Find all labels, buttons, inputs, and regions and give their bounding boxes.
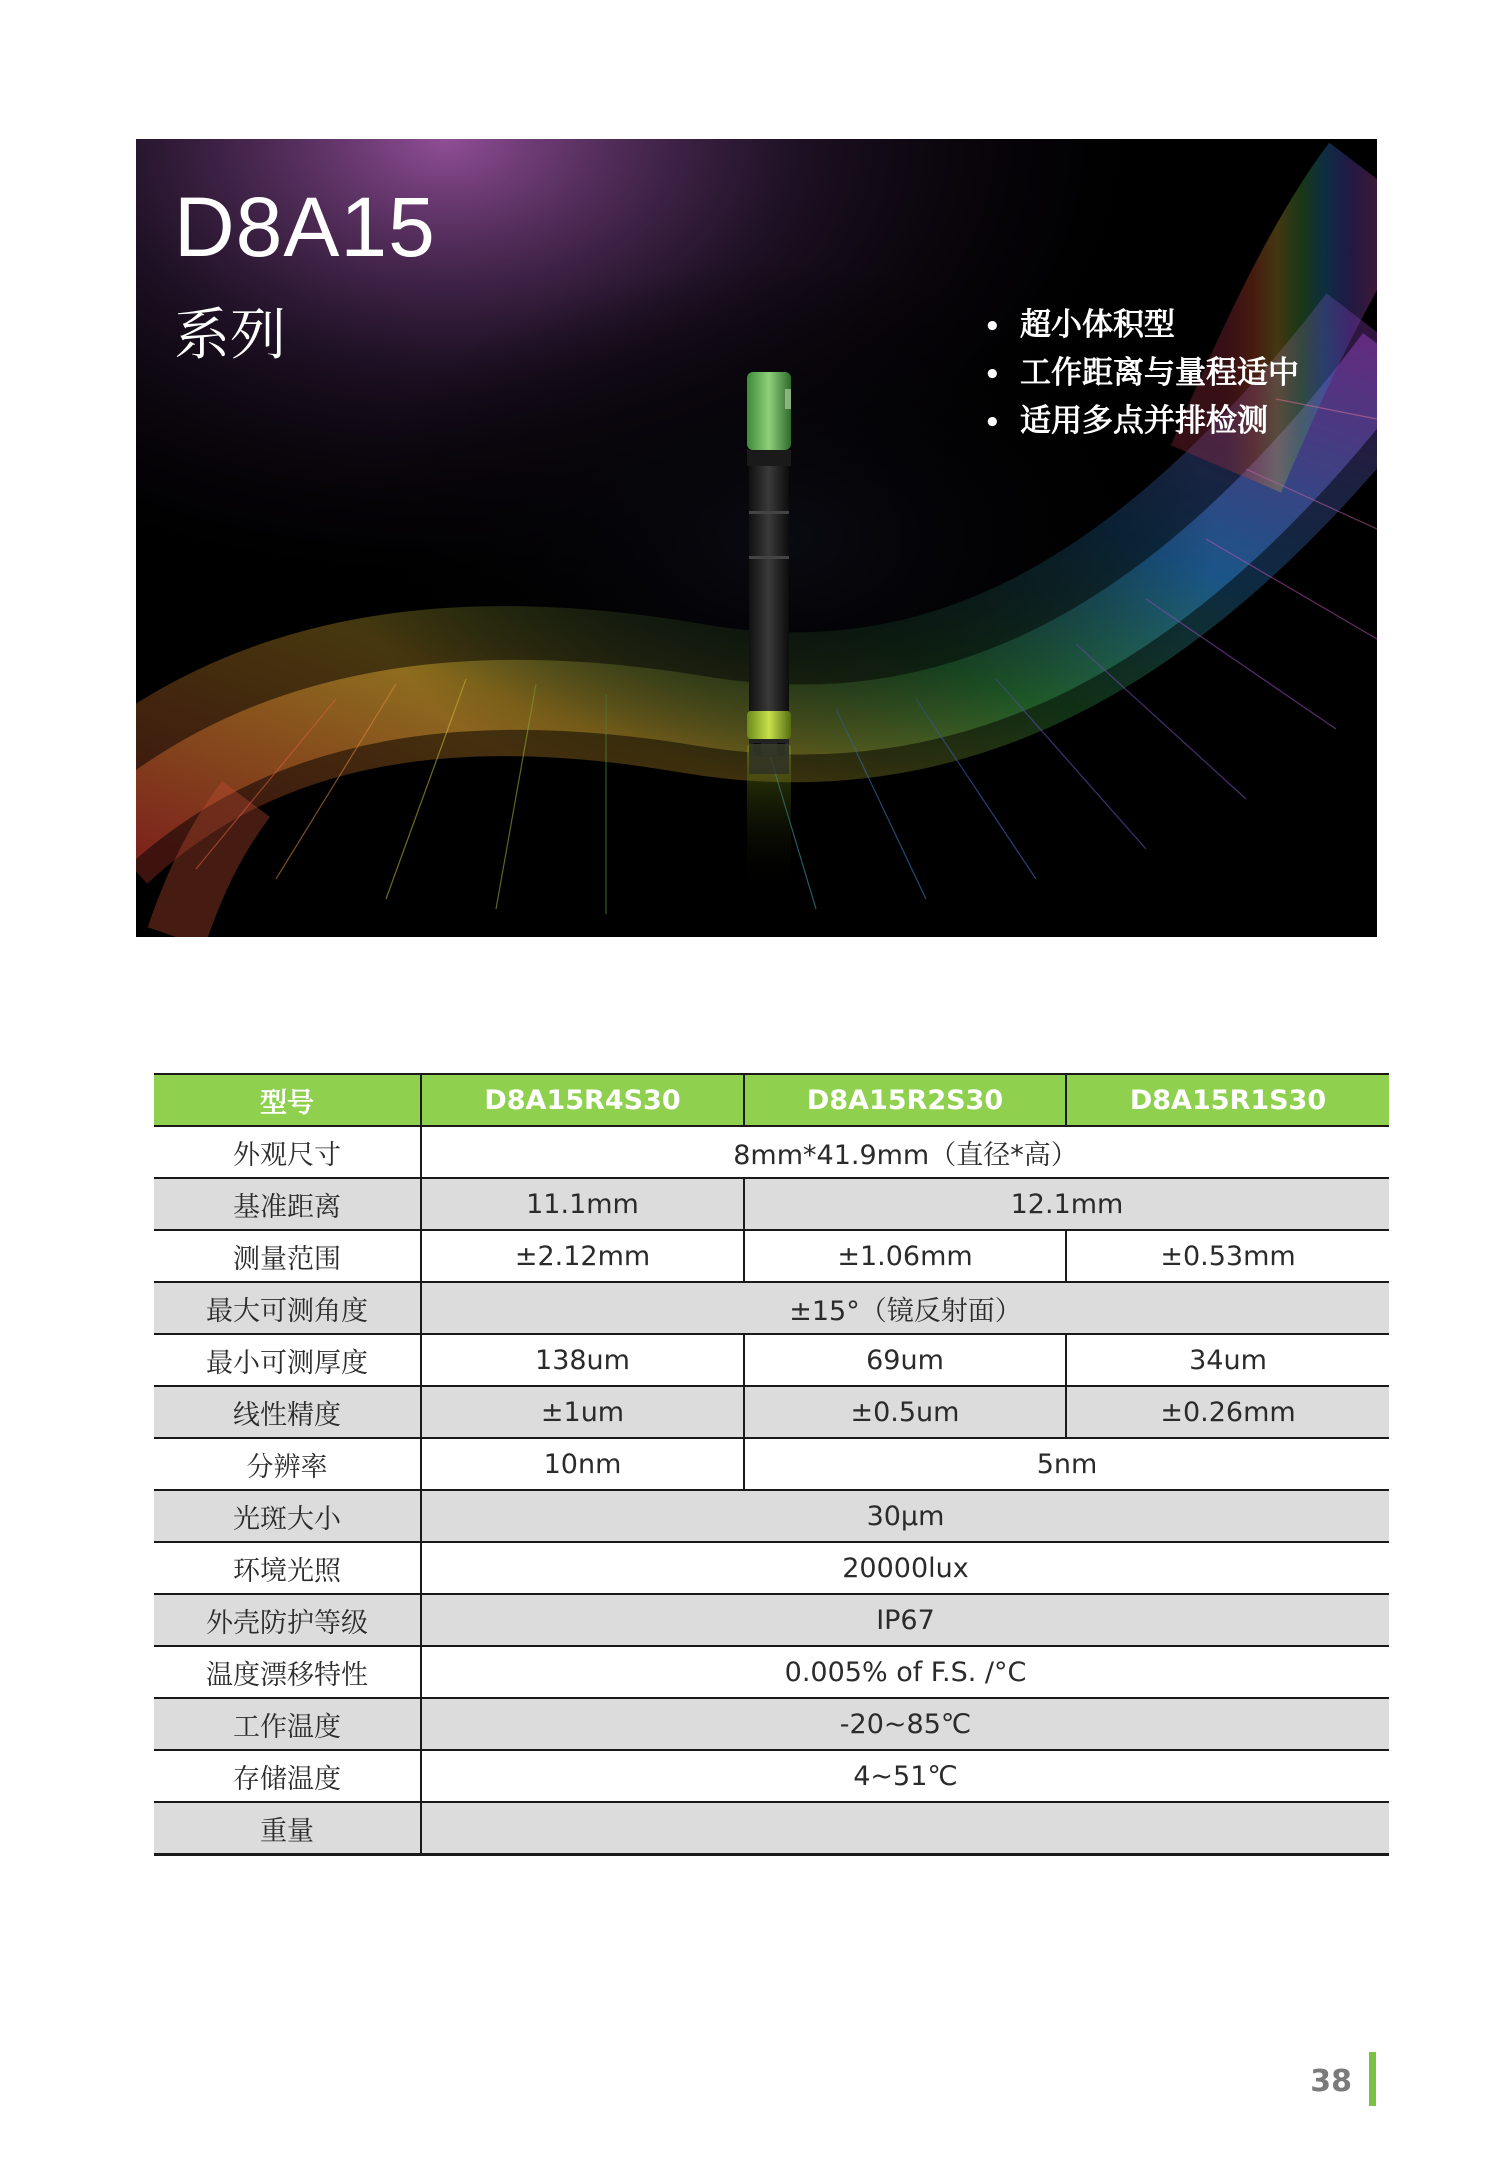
row-label: 线性精度 — [154, 1386, 421, 1438]
cell-value: 0.005% of F.S. /°C — [421, 1646, 1389, 1698]
feature-item — [984, 301, 1299, 349]
table-row — [154, 1386, 1389, 1438]
spec-table — [154, 1073, 1389, 1856]
header-model-label: 型号 — [154, 1074, 421, 1126]
cell-value: 69um — [744, 1334, 1066, 1386]
series-subtitle: 系列 — [174, 303, 286, 368]
cell-value: 5nm — [744, 1438, 1389, 1490]
cell-value: ±15°（镜反射面） — [421, 1282, 1389, 1334]
cell-value: -20~85℃ — [421, 1698, 1389, 1750]
table-row — [154, 1490, 1389, 1542]
table-row — [154, 1542, 1389, 1594]
cell-value: 8mm*41.9mm（直径*高） — [421, 1126, 1389, 1178]
bullet-icon: • — [984, 312, 1001, 342]
cell-value: ±1.06mm — [744, 1230, 1066, 1282]
row-label: 工作温度 — [154, 1698, 421, 1750]
cell-value: ±1um — [421, 1386, 744, 1438]
row-label: 测量范围 — [154, 1230, 421, 1282]
table-row — [154, 1230, 1389, 1282]
header-model-r2s30: D8A15R2S30 — [744, 1074, 1066, 1126]
table-row — [154, 1698, 1389, 1750]
cell-value: ±0.53mm — [1066, 1230, 1389, 1282]
cell-value: 138um — [421, 1334, 744, 1386]
table-header-row — [154, 1074, 1389, 1126]
feature-text: 工作距离与量程适中 — [1020, 355, 1299, 391]
row-label: 光斑大小 — [154, 1490, 421, 1542]
row-label: 重量 — [154, 1802, 421, 1855]
row-label: 外观尺寸 — [154, 1126, 421, 1178]
row-label: 基准距离 — [154, 1178, 421, 1230]
cell-value: ±2.12mm — [421, 1230, 744, 1282]
table-row — [154, 1802, 1389, 1855]
table-row — [154, 1750, 1389, 1802]
table-row — [154, 1334, 1389, 1386]
cell-value: 4~51℃ — [421, 1750, 1389, 1802]
feature-item — [984, 397, 1299, 445]
series-title: D8A15 — [174, 180, 436, 274]
hero-banner — [136, 139, 1377, 937]
cell-value — [421, 1802, 1389, 1855]
cell-value: IP67 — [421, 1594, 1389, 1646]
header-model-r4s30: D8A15R4S30 — [421, 1074, 744, 1126]
row-label: 存储温度 — [154, 1750, 421, 1802]
row-label: 最小可测厚度 — [154, 1334, 421, 1386]
cell-value: 34um — [1066, 1334, 1389, 1386]
table-row — [154, 1594, 1389, 1646]
feature-item — [984, 349, 1299, 397]
row-label: 温度漂移特性 — [154, 1646, 421, 1698]
table-row — [154, 1126, 1389, 1178]
cell-value: 12.1mm — [744, 1178, 1389, 1230]
row-label: 外壳防护等级 — [154, 1594, 421, 1646]
page-number-accent-bar — [1369, 2052, 1376, 2106]
feature-text: 适用多点并排检测 — [1020, 403, 1268, 439]
cell-value: ±0.26mm — [1066, 1386, 1389, 1438]
feature-list — [984, 301, 1299, 445]
cell-value: ±0.5um — [744, 1386, 1066, 1438]
bullet-icon: • — [984, 408, 1001, 438]
row-label: 环境光照 — [154, 1542, 421, 1594]
cell-value: 20000lux — [421, 1542, 1389, 1594]
table-row — [154, 1646, 1389, 1698]
header-model-r1s30: D8A15R1S30 — [1066, 1074, 1389, 1126]
row-label: 分辨率 — [154, 1438, 421, 1490]
sensor-product-image — [747, 372, 791, 894]
table-row — [154, 1282, 1389, 1334]
table-row — [154, 1178, 1389, 1230]
table-row — [154, 1438, 1389, 1490]
page-number: 38 — [1310, 2064, 1352, 2099]
bullet-icon: • — [984, 360, 1001, 390]
row-label: 最大可测角度 — [154, 1282, 421, 1334]
cell-value: 10nm — [421, 1438, 744, 1490]
feature-text: 超小体积型 — [1020, 307, 1175, 343]
cell-value: 30μm — [421, 1490, 1389, 1542]
cell-value: 11.1mm — [421, 1178, 744, 1230]
